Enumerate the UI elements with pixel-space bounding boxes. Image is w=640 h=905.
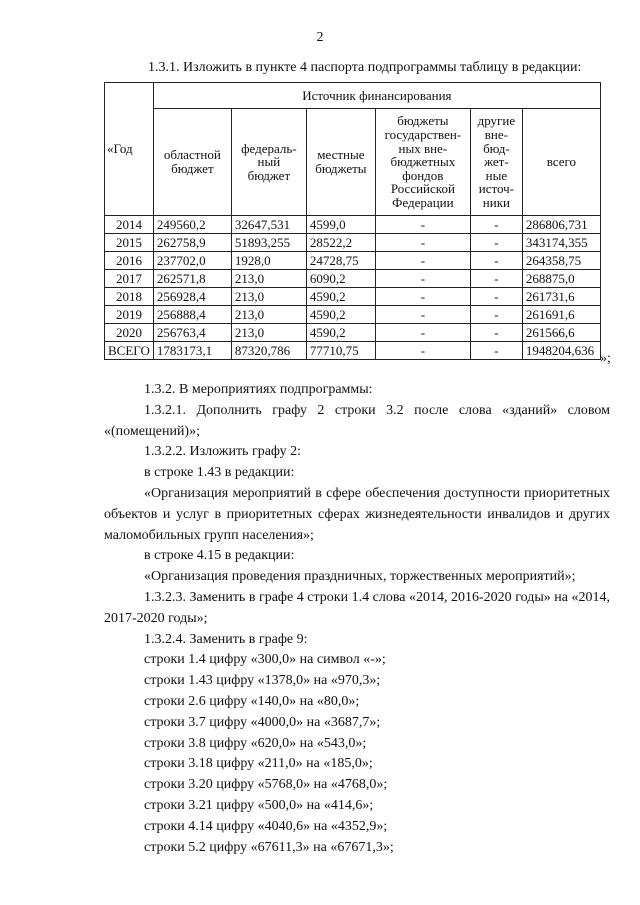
cell-regional: 249560,2: [153, 216, 231, 234]
paragraph: 1.3.2.1. Дополнить графу 2 строки 3.2 после слова «зданий» словом «(помещений)»;: [104, 402, 610, 439]
cell-regional: 237702,0: [153, 252, 231, 270]
cell-funds: -: [375, 324, 470, 342]
cell-regional: 256763,4: [153, 324, 231, 342]
header-financing-source: Источник финансирования: [153, 83, 600, 109]
paragraph: в строке 1.43 в редакции:: [144, 465, 295, 481]
cell-other: -: [470, 306, 522, 324]
header-column-5: всего: [522, 109, 600, 216]
table-intro-text: 1.3.1. Изложить в пункте 4 паспорта подпрограммы таблицу в редакции:: [148, 60, 582, 75]
table-closing-mark: »;: [600, 351, 611, 366]
cell-year: ВСЕГО: [105, 342, 154, 360]
table-row: [105, 252, 601, 270]
paragraph: строки 5.2 цифру «67611,3» на «67671,3»;: [144, 839, 394, 855]
paragraph: строки 3.18 цифру «211,0» на «185,0»;: [144, 756, 373, 772]
cell-other: -: [470, 270, 522, 288]
cell-funds: -: [375, 288, 470, 306]
cell-local: 28522,2: [306, 234, 375, 252]
cell-federal: 1928,0: [231, 252, 306, 270]
cell-year: 2018: [105, 288, 154, 306]
cell-local: 4590,2: [306, 288, 375, 306]
paragraph: строки 3.20 цифру «5768,0» на «4768,0»;: [144, 777, 388, 793]
cell-regional: 256888,4: [153, 306, 231, 324]
cell-year: 2015: [105, 234, 154, 252]
table-row: [105, 306, 601, 324]
cell-federal: 213,0: [231, 288, 306, 306]
paragraph: строки 1.4 цифру «300,0» на символ «-»;: [144, 652, 386, 668]
cell-regional: 1783173,1: [153, 342, 231, 360]
cell-regional: 256928,4: [153, 288, 231, 306]
cell-other: -: [470, 252, 522, 270]
table-row: [105, 324, 601, 342]
table-row: [105, 216, 601, 234]
cell-funds: -: [375, 270, 470, 288]
paragraph: 1.3.2.2. Изложить графу 2:: [144, 444, 302, 460]
paragraph: в строке 4.15 в редакции:: [144, 548, 295, 564]
cell-regional: 262758,9: [153, 234, 231, 252]
cell-regional: 262571,8: [153, 270, 231, 288]
cell-total: 261691,6: [522, 306, 600, 324]
header-column-4: другие вне- бюд- жет- ные источ- ники: [470, 109, 522, 216]
cell-other: -: [470, 324, 522, 342]
cell-local: 4590,2: [306, 306, 375, 324]
cell-total: 261731,6: [522, 288, 600, 306]
paragraph: «Организация проведения праздничных, торжественных мероприятий»;: [144, 569, 576, 585]
cell-funds: -: [375, 252, 470, 270]
cell-total: 264358,75: [522, 252, 600, 270]
cell-funds: -: [375, 306, 470, 324]
paragraph: строки 3.7 цифру «4000,0» на «3687,7»;: [144, 714, 381, 730]
cell-year: 2016: [105, 252, 154, 270]
cell-federal: 213,0: [231, 270, 306, 288]
cell-total: 268875,0: [522, 270, 600, 288]
header-column-3: бюджеты государствен- ных вне- бюджетных фондов Российской Федерации: [375, 109, 470, 216]
header-column-2: местные бюджеты: [306, 109, 375, 216]
cell-federal: 32647,531: [231, 216, 306, 234]
amendment-text: [104, 380, 610, 858]
cell-local: 4599,0: [306, 216, 375, 234]
cell-local: 77710,75: [306, 342, 375, 360]
cell-year: 2014: [105, 216, 154, 234]
table-row: [105, 234, 601, 252]
header-column-1: федераль- ный бюджет: [231, 109, 306, 216]
paragraph: строки 4.14 цифру «4040,6» на «4352,9»;: [144, 818, 388, 834]
paragraph: строки 3.21 цифру «500,0» на «414,6»;: [144, 797, 374, 813]
financing-table: [104, 82, 601, 360]
paragraph: строки 1.43 цифру «1378,0» на «970,3»;: [144, 673, 381, 689]
cell-total: 343174,355: [522, 234, 600, 252]
paragraph: «Организация мероприятий в сфере обеспечения доступности приоритетных объектов и услуг в приоритетных сферах жизнедеятельности инвалидов и других маломобильных групп населения»;: [104, 485, 610, 543]
cell-local: 4590,2: [306, 324, 375, 342]
cell-local: 24728,75: [306, 252, 375, 270]
paragraph: 1.3.2. В мероприятиях подпрограммы:: [144, 382, 373, 397]
cell-total: 261566,6: [522, 324, 600, 342]
cell-year: 2017: [105, 270, 154, 288]
header-year: «Год: [105, 83, 154, 216]
cell-federal: 213,0: [231, 324, 306, 342]
cell-total: 1948204,636: [522, 342, 600, 360]
paragraph: 1.3.2.4. Заменить в графе 9:: [144, 631, 308, 647]
cell-total: 286806,731: [522, 216, 600, 234]
cell-other: -: [470, 288, 522, 306]
table-row: [105, 288, 601, 306]
cell-funds: -: [375, 216, 470, 234]
header-column-0: областной бюджет: [153, 109, 231, 216]
cell-year: 2019: [105, 306, 154, 324]
table-row: [105, 342, 601, 360]
paragraph: строки 2.6 цифру «140,0» на «80,0»;: [144, 693, 360, 709]
cell-federal: 51893,255: [231, 234, 306, 252]
table-row: [105, 270, 601, 288]
cell-year: 2020: [105, 324, 154, 342]
cell-federal: 87320,786: [231, 342, 306, 360]
cell-other: -: [470, 216, 522, 234]
page-number: 2: [316, 30, 324, 45]
cell-other: -: [470, 342, 522, 360]
paragraph: 1.3.2.3. Заменить в графе 4 строки 1.4 слова «2014, 2016-2020 годы» на «2014, 2017-2020 годы»;: [104, 589, 610, 626]
paragraph: строки 3.8 цифру «620,0» на «543,0»;: [144, 735, 367, 751]
cell-local: 6090,2: [306, 270, 375, 288]
cell-federal: 213,0: [231, 306, 306, 324]
cell-other: -: [470, 234, 522, 252]
cell-funds: -: [375, 234, 470, 252]
cell-funds: -: [375, 342, 470, 360]
